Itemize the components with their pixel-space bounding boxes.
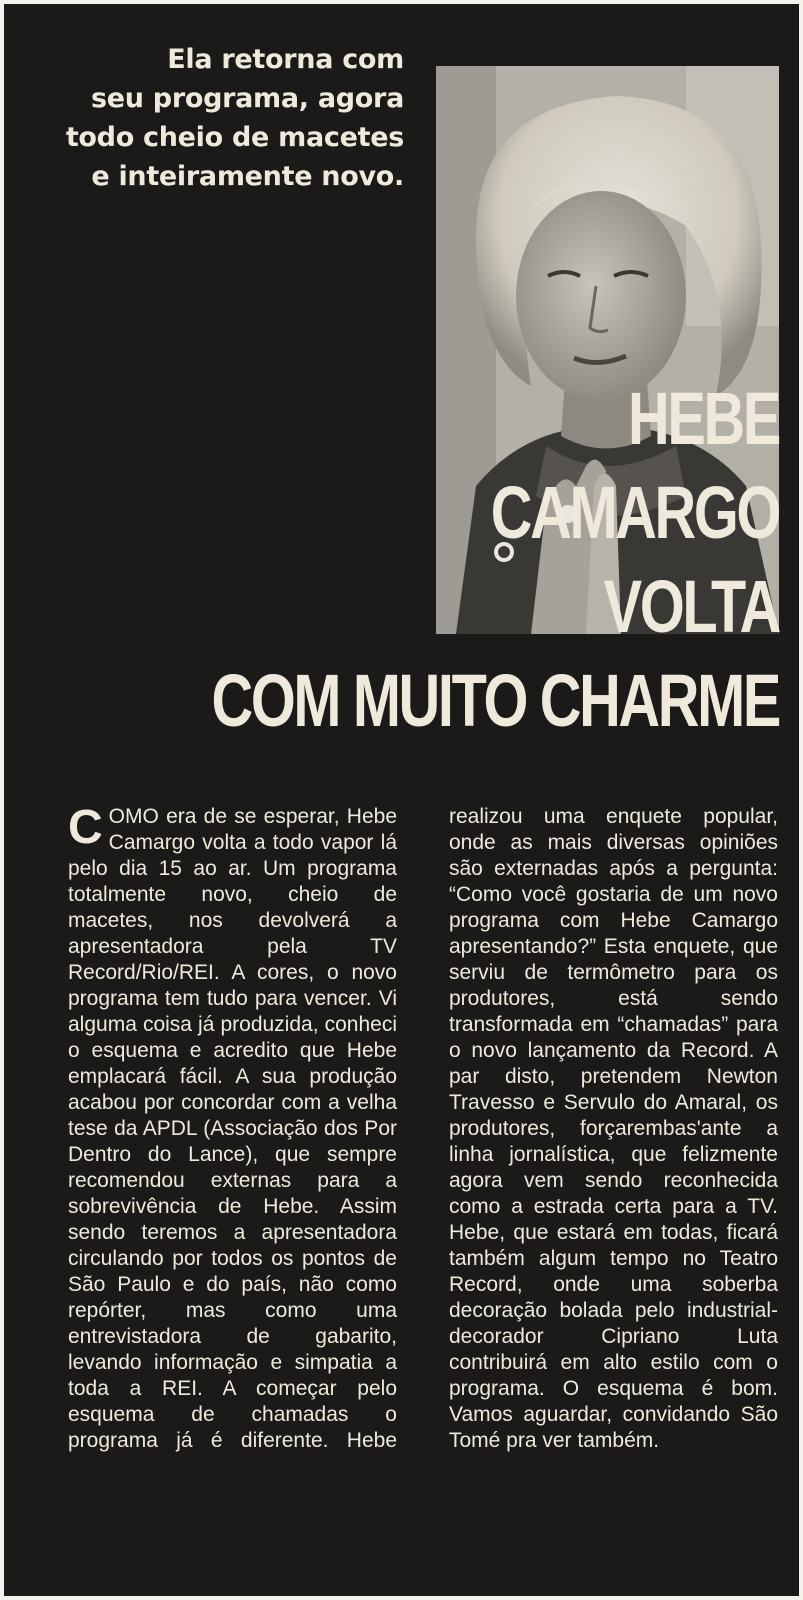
headline [175,372,780,748]
headline-line-4: COM MUITO CHARME [211,659,779,742]
drop-cap: C [68,801,103,854]
headline-line-1: HEBE [627,377,779,460]
headline-line-3: VOLTA [603,565,779,648]
article-text: OMO era de se esperar, Hebe Camargo volta a todo vapor lá pelo dia 15 ao ar. Um programa totalmente novo, cheio de macetes, nos devolverá a apresentadora pela TV Record/Rio/REI. A cores, o novo programa tem tudo para vencer. Vi alguma coisa já produzida, conheci o esquema e acredito que Hebe emplacará fácil. A sua produção acabou por concordar com a velha tese da APDL (Associação dos Por Dentro do Lance), que sempre recomendou externas para a sobrevivência de Hebe. Assim sendo teremos a apresentadora circulando por todos os pontos de São Paulo e do país, não como repórter, mas como uma entrevistadora de gabarito, levando informação e simpatia a toda a REI. A começar pelo esquema de chamadas o programa já é diferente. Hebe realizou uma enquete popular, onde as mais diversas opiniões são externadas após a pergunta: “Como você gostaria de um novo programa com Hebe Camargo apresentando?” Esta enquete, que serviu de termômetro para os produtores, está sendo transformada em “chamadas” para o novo lançamento da Record. A par disto, pretendem Newton Travesso e Servulo do Amaral, os produtores, forçarembas'ante a linha jornalística, que felizmente agora vem sendo reconhecida como a estrada certa para a TV. Hebe, que estará em todas, ficará também algum tempo no Teatro Record, onde uma soberba decoração bolada pelo industrial-decorador Cipriano Luta contribuirá em alto estilo com o programa. O esquema é bom. Vamos aguardar, convidando São Tomé pra ver também. [68,805,778,1452]
article-paragraph [68,801,778,1454]
article-body [68,801,778,1584]
headline-line-2: CAMARGO [490,471,779,554]
deck-subtitle: Ela retorna com seu programa, agora todo cheio de macetes e inteiramente novo. [65,44,404,192]
magazine-page [4,4,799,1596]
